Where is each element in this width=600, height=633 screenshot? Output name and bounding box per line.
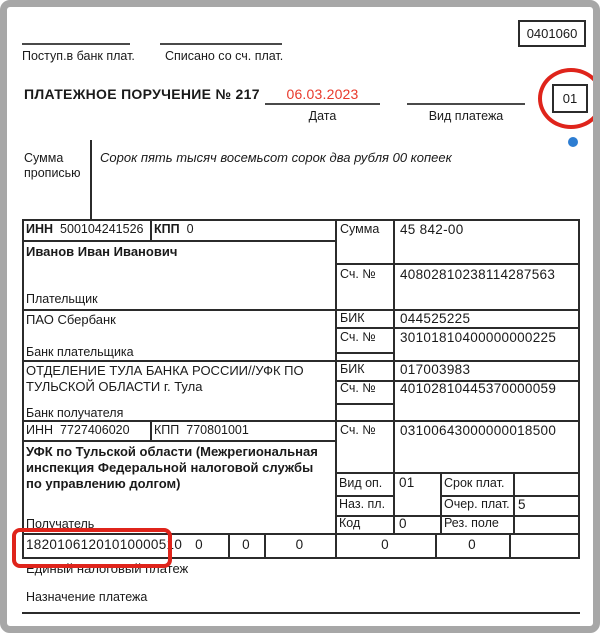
receiver-bank-account-label: Сч. № [340,381,376,395]
payer-label: Плательщик [26,292,98,306]
payer-account-value: 40802810238114287563 [400,267,556,282]
grid-line [393,219,395,535]
payer-bank-account-label: Сч. № [340,330,376,344]
payment-kind-label: Вид платежа [428,109,504,123]
receiver-bank-label: Банк получателя [26,406,124,420]
receiver-inn-label: ИНН [26,423,54,437]
sum-label: Сумма [340,222,380,236]
payer-bank-label: Банк плательщика [26,345,134,359]
divider [90,140,92,219]
sum-value: 45 842-00 [400,222,464,237]
grid-line [440,472,442,535]
divider [160,43,282,45]
grid-line [22,240,335,242]
grid-line [509,533,511,559]
tax-cell: 0 [381,537,389,552]
receiver-account-value: 03100643000000018500 [400,423,557,438]
tax-cell: 0 [295,537,304,552]
grid-line [335,352,393,354]
divider [407,103,525,105]
receiver-account-label: Сч. № [340,423,376,437]
receiver-bank-bik-label: БИК [340,362,365,376]
amount-words-label: Сумма прописью [24,151,81,181]
grid-line [335,263,580,265]
form-code: 0401060 [526,26,578,41]
form-code-box [518,20,586,47]
receiver-inn [26,423,130,437]
divider [22,43,130,45]
kbk-value: 18201061201010000510 [26,537,183,552]
amount-words-text: Сорок пять тысяч восемьсот сорок два рубля 00 копеек [100,150,452,165]
payer-account-label: Сч. № [340,267,376,281]
grid-line [22,219,580,221]
receiver-kpp-label: КПП [154,423,180,437]
grid-line [22,309,580,311]
priority-label: Очер. плат. [444,497,510,511]
tax-cell: 0 [195,537,203,552]
payer-bank-account-value: 30101810400000000225 [400,330,557,345]
payer-bank-name: ПАО Сбербанк [26,312,116,327]
status-code: 01 [562,91,578,106]
tax-cell: 0 [468,537,476,552]
receiver-bank-bik-value: 017003983 [400,362,471,377]
priority-value: 5 [518,497,526,512]
pay-purpose-code-label: Наз. пл. [339,497,386,511]
grid-line [22,420,580,422]
receiver-label: Получатель [26,517,95,531]
payer-kpp-label: КПП [154,222,180,236]
payment-order-title: ПЛАТЕЖНОЕ ПОРУЧЕНИЕ № 217 [24,86,260,102]
date-value: 06.03.2023 [286,86,359,102]
grid-line [335,327,580,329]
pay-term-label: Срок плат. [444,476,505,490]
purpose-text: Единый налоговый платеж [26,561,189,576]
code-label: Код [339,516,361,530]
payer-bank-bik-value: 044525225 [400,311,471,326]
op-kind-value: 01 [399,475,415,490]
receiver-kpp-value: 770801001 [186,423,249,437]
payer-inn-label: ИНН [26,222,54,236]
grid-line [513,472,515,535]
grid-line [22,612,580,614]
received-in-bank-label: Поступ.в банк плат. [22,49,135,63]
payer-inn [26,222,143,236]
blue-dot-marker [568,137,578,147]
date-label: Дата [308,109,337,123]
grid-line [150,219,152,242]
receiver-kpp [154,423,249,437]
op-kind-label: Вид оп. [339,476,383,490]
payer-kpp [154,222,194,236]
payer-name: Иванов Иван Иванович [26,244,178,259]
receiver-name: УФК по Тульской области (Межрегиональная инспекция Федеральной налоговой службы по управлению долгом) [26,444,318,491]
reserve-field-label: Рез. поле [444,516,499,530]
grid-line [22,440,335,442]
grid-line [22,360,580,362]
grid-line [335,403,393,405]
status-highlight-circle [538,68,600,129]
grid-line [22,219,24,559]
code-value: 0 [399,516,407,531]
receiver-bank-name: ОТДЕЛЕНИЕ ТУЛА БАНКА РОССИИ//УФК ПО ТУЛЬСКОЙ ОБЛАСТИ г. Тула [26,363,304,394]
kbk-highlight-box [12,528,172,568]
payer-bank-bik-label: БИК [340,311,365,325]
purpose-label: Назначение платежа [26,590,148,604]
payer-inn-value: 500104241526 [60,222,144,236]
grid-line [335,219,337,559]
receiver-inn-value: 7727406020 [60,423,130,437]
divider [265,103,380,105]
grid-line [578,219,580,559]
tax-cell: 0 [242,537,250,552]
debited-from-account-label: Списано со сч. плат. [165,49,284,63]
receiver-bank-account-value: 40102810445370000059 [400,381,557,396]
grid-line [335,472,580,474]
payer-kpp-value: 0 [186,222,194,236]
grid-line [150,420,152,442]
